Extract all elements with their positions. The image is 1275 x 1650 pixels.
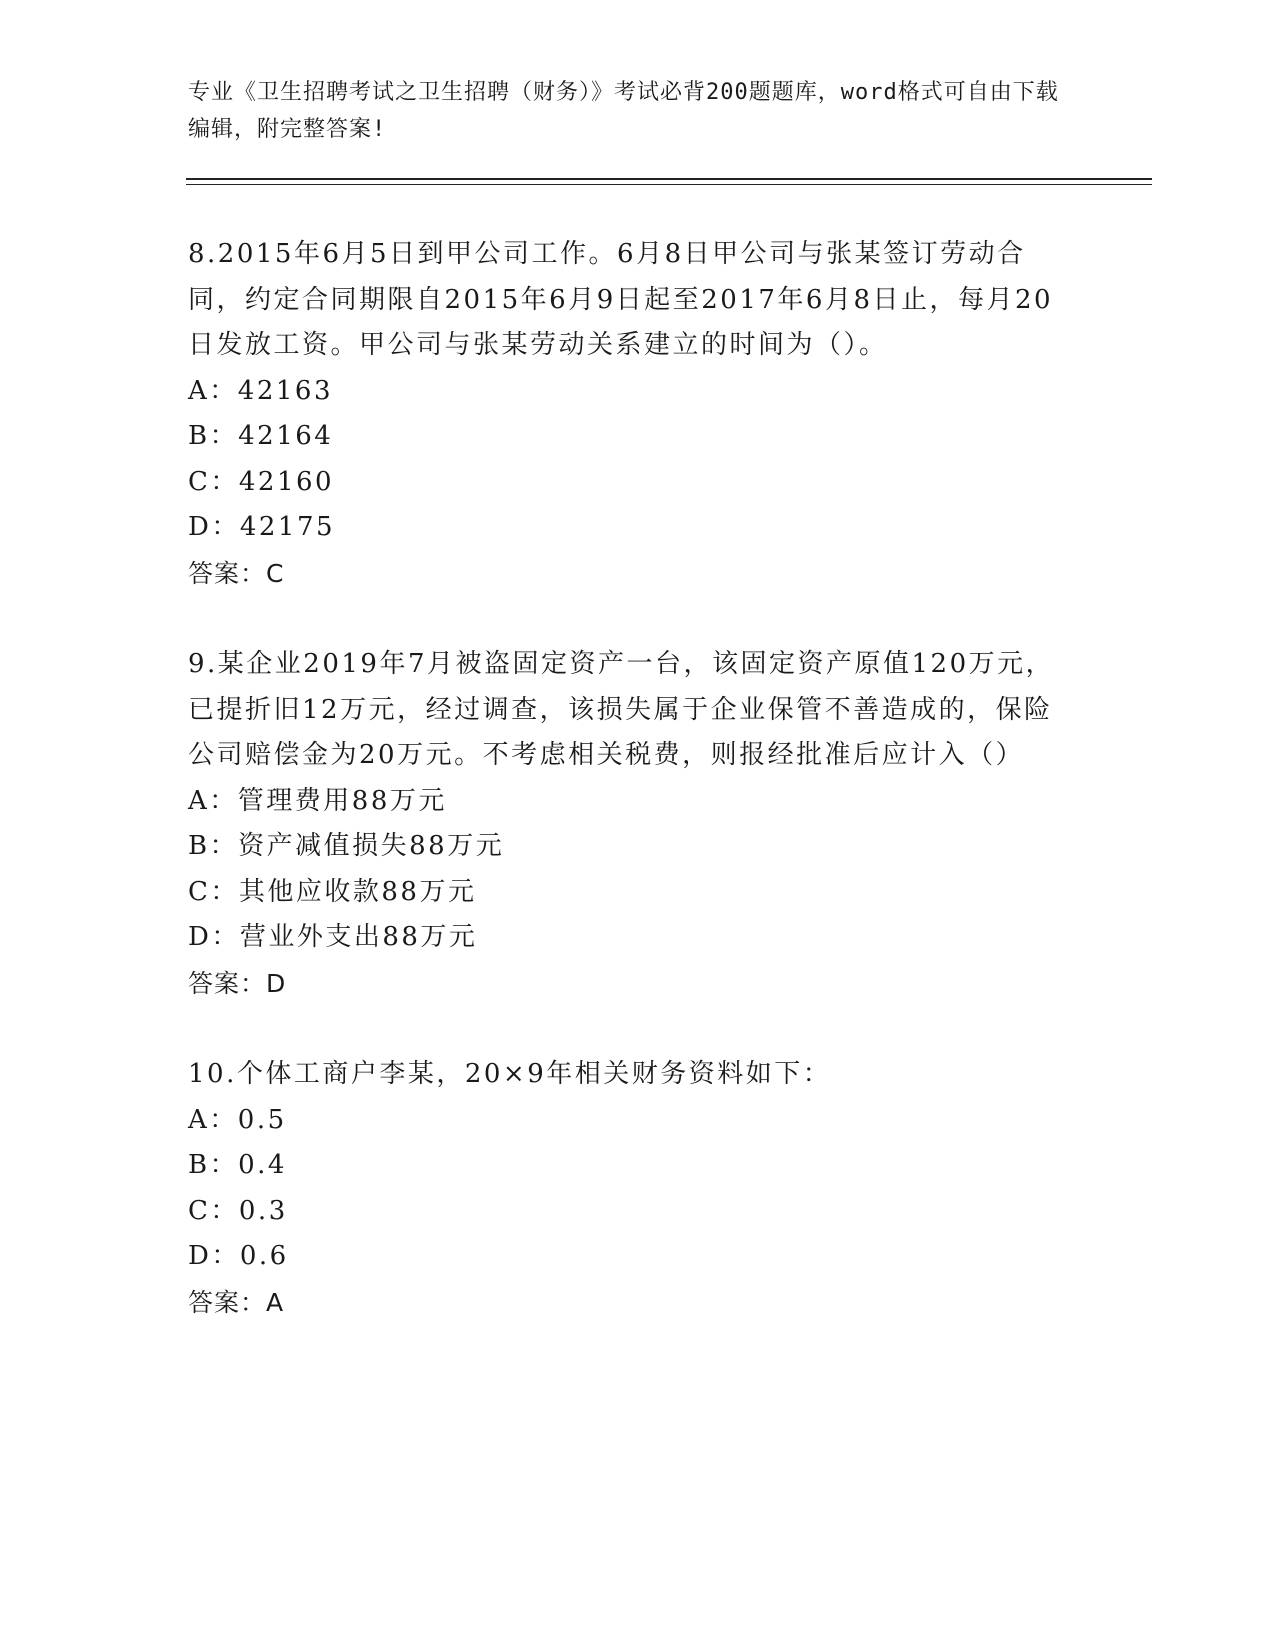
option-b: B：资产减值损失88万元 (188, 831, 505, 861)
header-divider-thick (186, 178, 1152, 180)
question-8 (188, 232, 1068, 596)
question-9 (188, 642, 1068, 1006)
question-10 (188, 1052, 1068, 1325)
answer: 答案：D (188, 968, 287, 998)
option-b: B：0.4 (188, 1150, 287, 1180)
question-stem: 8.2015年6月5日到甲公司工作。6月8日甲公司与张某签订劳动合同，约定合同期限自2015年6月9日起至2017年6月8日止，每月20日发放工资。甲公司与张某劳动关系建立的时间为（）。 (188, 239, 1054, 360)
option-d: D：营业外支出88万元 (188, 922, 478, 952)
option-c: C：其他应收款88万元 (188, 876, 477, 907)
answer: 答案：C (188, 558, 285, 588)
question-stem: 10.个体工商户李某，20×9年相关财务资料如下： (188, 1059, 832, 1089)
option-c: C：0.3 (188, 1195, 288, 1226)
option-b: B：42164 (188, 421, 334, 451)
header-divider-thin (186, 184, 1152, 185)
option-a: A：管理费用88万元 (188, 785, 447, 816)
document-header: 专业《卫生招聘考试之卫生招聘（财务）》考试必背200题题库，word格式可自由下载编辑，附完整答案! (188, 80, 1059, 142)
option-d: D：42175 (188, 512, 336, 542)
question-stem: 9.某企业2019年7月被盗固定资产一台，该固定资产原值120万元，已提折旧12万元，经过调查，该损失属于企业保管不善造成的，保险公司赔偿金为20万元。不考虑相关税费，则报经批准后应计入（） (188, 649, 1055, 770)
option-a: A：0.5 (188, 1104, 287, 1135)
option-c: C：42160 (188, 466, 335, 497)
answer: 答案：A (188, 1287, 285, 1317)
option-d: D：0.6 (188, 1241, 289, 1271)
option-a: A：42163 (188, 375, 333, 406)
